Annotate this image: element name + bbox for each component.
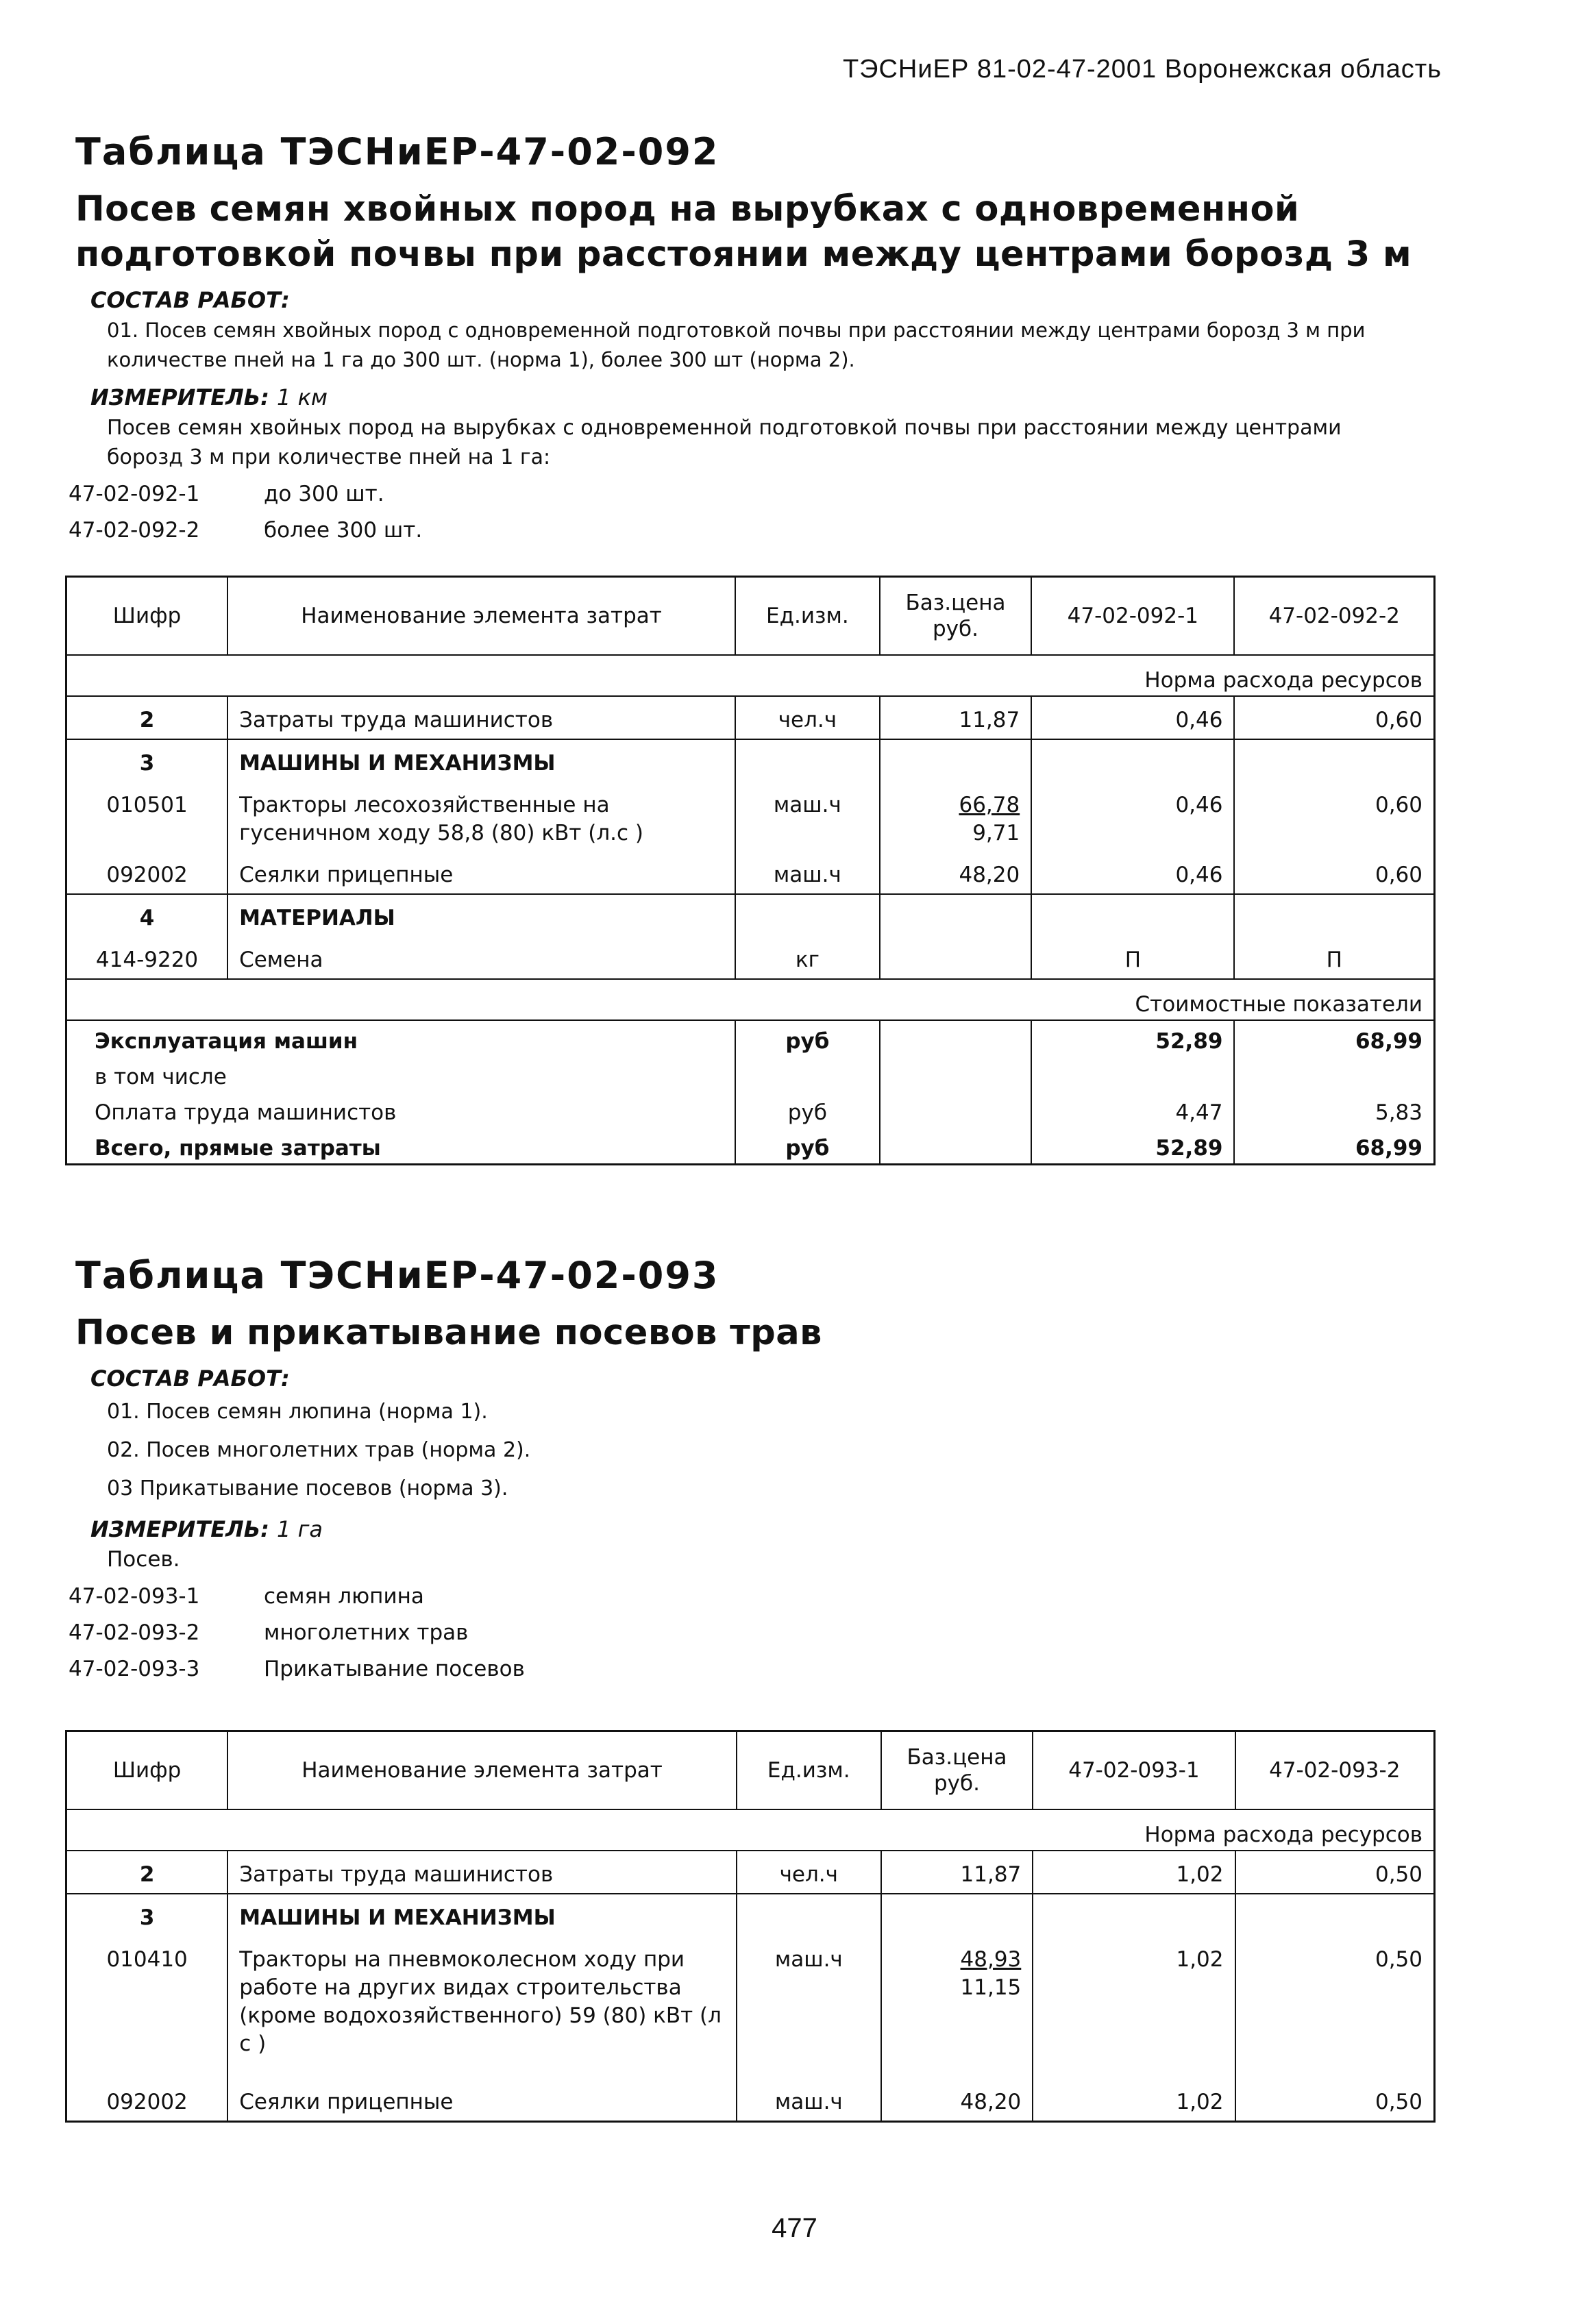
header-norm-2: 47-02-093-2: [1235, 1731, 1435, 1810]
norm-label: Норма расхода ресурсов: [66, 655, 1435, 696]
cell-code: 3: [66, 739, 228, 782]
header-unit: Ед.изм.: [737, 1731, 881, 1810]
total-v1: [1031, 1056, 1234, 1092]
code-item: [69, 1651, 1439, 1688]
cell-unit: маш.ч: [735, 782, 880, 852]
cell-price: [880, 894, 1031, 937]
cell-price: 48,20: [881, 2079, 1033, 2122]
norm-label-row: [66, 1809, 1435, 1851]
cell-name: Затраты труда машинистов: [227, 1851, 737, 1894]
code-item: [69, 1615, 1439, 1651]
total-unit: руб: [735, 1128, 880, 1165]
cell-unit: маш.ч: [737, 1936, 881, 2079]
cell-name: Сеялки прицепные: [227, 2079, 737, 2122]
cell-price: 48,20: [880, 852, 1031, 894]
table-row: [66, 739, 1435, 782]
table-row: [66, 1894, 1435, 1936]
cell-unit: [737, 1894, 881, 1936]
header-norm-1: 47-02-093-1: [1033, 1731, 1235, 1810]
table-row: [66, 1936, 1435, 2079]
total-price: [880, 1092, 1031, 1128]
table-row: [66, 2079, 1435, 2122]
cell-code: 414-9220: [66, 937, 228, 979]
total-price: [880, 1020, 1031, 1056]
norm-label: Норма расхода ресурсов: [66, 1809, 1435, 1851]
code: 47-02-093-1: [69, 1584, 200, 1609]
table-row: [66, 937, 1435, 979]
cell-unit: чел.ч: [735, 696, 880, 739]
table-row: [66, 894, 1435, 937]
measure-label: ИЗМЕРИТЕЛЬ:: [90, 1516, 269, 1542]
cell-v2: П: [1326, 948, 1342, 972]
table-row: [66, 696, 1435, 739]
total-v1: 52,89: [1031, 1020, 1234, 1056]
cell-v2: 0,50: [1235, 1851, 1435, 1894]
cost-label: Стоимостные показатели: [66, 979, 1435, 1020]
header-norm-1: 47-02-092-1: [1031, 577, 1234, 656]
page-number: 477: [772, 2213, 817, 2243]
code-item: [69, 476, 1439, 512]
code-text: до 300 шт.: [264, 482, 384, 506]
total-v1: 4,47: [1031, 1092, 1234, 1128]
running-header: ТЭСНиЕР 81-02-47-2001 Воронежская область: [842, 55, 1442, 84]
total-name: Оплата труда машинистов: [66, 1092, 735, 1128]
cell-v1: 1,02: [1033, 1936, 1235, 2079]
cell-code: 010410: [66, 1936, 228, 2079]
cell-v2: [1234, 739, 1434, 782]
header-name: Наименование элемента затрат: [227, 1731, 737, 1810]
measure-line: [90, 1516, 1439, 1542]
cell-v1: [1031, 739, 1234, 782]
cell-v2: 0,50: [1375, 2090, 1422, 2114]
code: 47-02-092-2: [69, 518, 200, 543]
cell-v1: 1,02: [1033, 2079, 1235, 2122]
cell-name: Затраты труда машинистов: [227, 696, 735, 739]
cell-price: [881, 1894, 1033, 1936]
total-name: Эксплуатация машин: [66, 1020, 735, 1056]
table-heading: Таблица ТЭСНиЕР-47-02-093: [75, 1254, 719, 1297]
table-header-row: [66, 577, 1435, 656]
cell-v1: П: [1031, 937, 1234, 979]
cell-v2: 0,50: [1375, 1947, 1422, 1972]
header-norm-2: 47-02-092-2: [1234, 577, 1434, 656]
cell-price: [881, 1936, 1033, 2079]
table-heading: Таблица ТЭСНиЕР-47-02-092: [75, 130, 719, 173]
total-unit: [735, 1056, 880, 1092]
cell-price: [880, 739, 1031, 782]
code-text: более 300 шт.: [264, 518, 423, 543]
header-price: Баз.цена руб.: [881, 1731, 1033, 1810]
cost-label-row: [66, 979, 1435, 1020]
cell-unit: чел.ч: [737, 1851, 881, 1894]
cell-price: 11,87: [880, 696, 1031, 739]
total-row: [66, 1092, 1435, 1128]
total-unit: руб: [735, 1092, 880, 1128]
cell-v1: 0,46: [1031, 852, 1234, 894]
cell-v1: 0,46: [1031, 782, 1234, 852]
total-price: [880, 1128, 1031, 1165]
cell-v2: [1235, 1894, 1435, 1936]
code-item: [69, 1579, 1439, 1615]
description: Посев.: [107, 1547, 180, 1572]
price-sub: 9,71: [972, 821, 1020, 845]
cell-v2: 0,60: [1234, 852, 1434, 894]
cell-name: МАШИНЫ И МЕХАНИЗМЫ: [227, 1894, 737, 1936]
header-name: Наименование элемента затрат: [227, 577, 735, 656]
work-label: СОСТАВ РАБОТ:: [90, 287, 290, 313]
total-v2: 68,99: [1355, 1029, 1422, 1054]
total-price: [880, 1056, 1031, 1092]
work-item: 02. Посев многолетних трав (норма 2).: [107, 1438, 531, 1462]
table-47-02-093: [65, 1730, 1436, 2123]
price-main: 66,78: [959, 793, 1020, 817]
cell-unit: маш.ч: [737, 2079, 881, 2122]
table-row: [66, 1851, 1435, 1894]
price-main: 48,93: [960, 1947, 1022, 1972]
total-row: [66, 1020, 1435, 1056]
cell-unit: маш.ч: [735, 852, 880, 894]
table-row: [66, 782, 1435, 852]
cell-unit: кг: [735, 937, 880, 979]
code-text: Прикатывание посевов: [264, 1657, 525, 1681]
code: 47-02-092-1: [69, 482, 200, 506]
cell-code: 4: [66, 894, 228, 937]
cell-v1: 1,02: [1033, 1851, 1235, 1894]
total-v2: 68,99: [1355, 1136, 1422, 1161]
cell-code: 2: [66, 696, 228, 739]
cell-v1: 0,46: [1031, 696, 1234, 739]
measure-label: ИЗМЕРИТЕЛЬ:: [90, 384, 269, 410]
total-name: Всего, прямые затраты: [66, 1128, 735, 1165]
measure-value: 1 га: [277, 1516, 323, 1542]
table-title: Посев семян хвойных пород на вырубках с одновременной подготовкой почвы при расстоянии между центрами борозд 3 м: [75, 189, 1412, 275]
table-47-02-092: [65, 576, 1436, 1165]
cell-v2: [1234, 894, 1434, 937]
work-text: 01. Посев семян хвойных пород с одновременной подготовкой почвы при расстоянии между центрами борозд 3 м при количестве пней на 1 га до 300 шт. (норма 1), более 300 шт (норма 2).: [107, 319, 1366, 371]
cell-name: Тракторы лесохозяйственные на гусеничном ходу 58,8 (80) кВт (л.с ): [227, 782, 735, 852]
table-header-row: [66, 1731, 1435, 1810]
norm-label-row: [66, 655, 1435, 696]
cell-unit: [735, 894, 880, 937]
work-item: 03 Прикатывание посевов (норма 3).: [107, 1476, 508, 1500]
header-price: Баз.цена руб.: [880, 577, 1031, 656]
cell-code: 010501: [66, 782, 228, 852]
code-text: семян люпина: [264, 1584, 424, 1609]
total-unit: руб: [735, 1020, 880, 1056]
table-title: Посев и прикатывание посевов трав: [75, 1313, 822, 1353]
work-item: 01. Посев семян люпина (норма 1).: [107, 1400, 488, 1424]
cell-v1: [1031, 894, 1234, 937]
header-code: Шифр: [66, 577, 228, 656]
total-v2: [1234, 1056, 1434, 1092]
cell-code: 092002: [66, 2079, 228, 2122]
code: 47-02-093-2: [69, 1620, 200, 1645]
total-row: [66, 1128, 1435, 1165]
total-v1: 52,89: [1031, 1128, 1234, 1165]
measure-line: [90, 384, 1439, 410]
cell-price: 11,87: [881, 1851, 1033, 1894]
total-v2: 5,83: [1375, 1100, 1422, 1125]
cell-price: [880, 782, 1031, 852]
total-row: [66, 1056, 1435, 1092]
cell-code: 2: [66, 1851, 228, 1894]
code-item: [69, 512, 1439, 549]
section-47-02-093: [69, 1254, 1439, 1688]
cell-code: 3: [66, 1894, 228, 1936]
cell-name: Сеялки прицепные: [227, 852, 735, 894]
cell-price: [880, 937, 1031, 979]
total-name: в том числе: [66, 1056, 735, 1092]
cell-unit: [735, 739, 880, 782]
table-row: [66, 852, 1435, 894]
cell-v1: [1033, 1894, 1235, 1936]
cell-name: МАТЕРИАЛЫ: [227, 894, 735, 937]
header-code: Шифр: [66, 1731, 228, 1810]
cell-v2: 0,60: [1234, 696, 1434, 739]
work-label: СОСТАВ РАБОТ:: [90, 1365, 290, 1392]
cell-v2: 0,60: [1375, 793, 1422, 817]
cell-name: Семена: [227, 937, 735, 979]
section-47-02-092: [69, 130, 1439, 549]
measure-value: 1 км: [277, 384, 328, 410]
code-text: многолетних трав: [264, 1620, 469, 1645]
cell-code: 092002: [66, 852, 228, 894]
price-sub: 11,15: [960, 1975, 1022, 2000]
code: 47-02-093-3: [69, 1657, 200, 1681]
description: Посев семян хвойных пород на вырубках с одновременной подготовкой почвы при расстоянии между центрами борозд 3 м при количестве пней на 1 га:: [107, 416, 1342, 469]
cell-name: Тракторы на пневмоколесном ходу при работе на других видах строительства (кроме водохозяйственного) 59 (80) кВт (л с ): [227, 1936, 737, 2079]
cell-name: МАШИНЫ И МЕХАНИЗМЫ: [227, 739, 735, 782]
header-unit: Ед.изм.: [735, 577, 880, 656]
